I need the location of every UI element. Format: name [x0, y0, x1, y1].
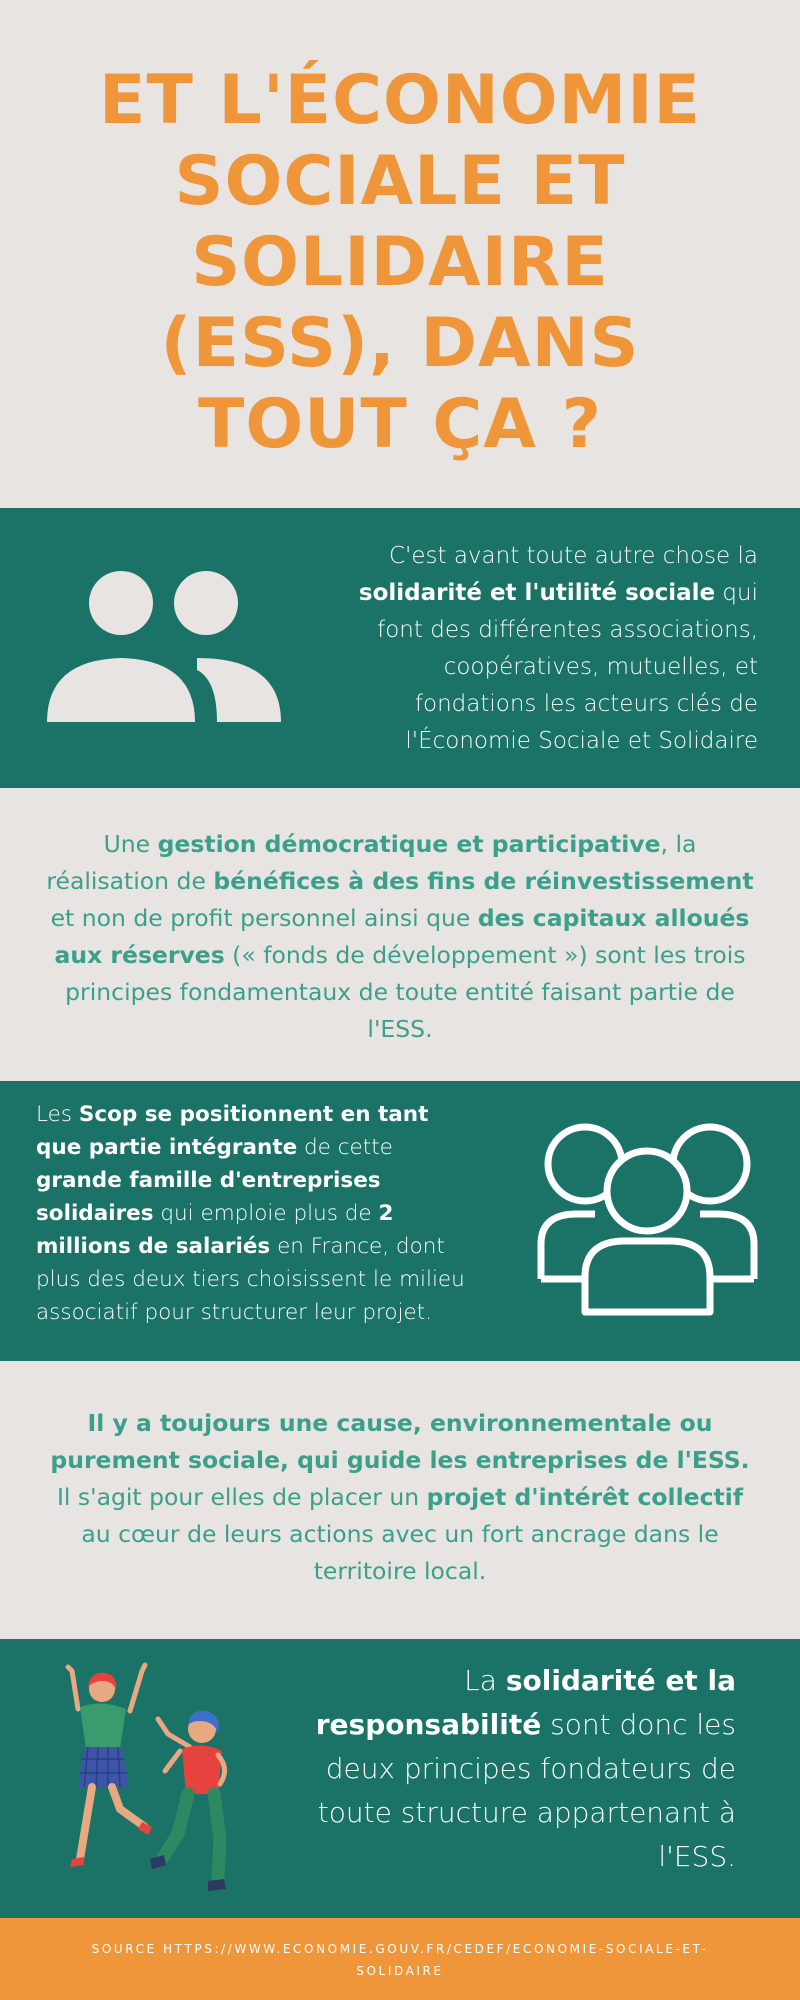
title-section	[0, 0, 800, 508]
page-title: ET L'ÉCONOMIE SOCIALE ET SOLIDAIRE (ESS), DANS TOUT ÇA ?	[99, 61, 701, 464]
section4-text: Il y a toujours une cause, environnementale ou purement sociale, qui guide les entreprises de l'ESS. Il s'agit pour elles de placer un projet d'intérêt collectif au cœur de leurs actions avec un fort ancrage dans le territoire local.	[50, 1409, 750, 1585]
section-principles	[0, 788, 800, 1081]
group-icon	[535, 1119, 760, 1319]
source-link[interactable]: SOURCE HTTPS://WWW.ECONOMIE.GOUV.FR/CEDEF/ECONOMIE-SOCIALE-ET-SOLIDAIRE	[91, 1942, 709, 1978]
woman-figure	[68, 1665, 152, 1867]
footer	[0, 1918, 800, 2000]
users-icon	[45, 570, 285, 730]
man-figure	[150, 1711, 226, 1891]
section-cause	[0, 1361, 800, 1639]
section-scop	[0, 1081, 800, 1361]
section-solidarity	[0, 508, 800, 788]
dancing-people-illustration	[50, 1659, 265, 1904]
section1-text: C'est avant toute autre chose la solidarité et l'utilité sociale qui font des différentes associations, coopératives, mutuelles, et fondations les acteurs clés de l'Économie Sociale et Solidaire	[358, 543, 758, 754]
section2-text: Une gestion démocratique et participative, la réalisation de bénéfices à des fins de réinvestissement et non de profit personnel ainsi que des capitaux alloués aux réserves (« fonds de développement ») sont les trois principes fondamentaux de toute entité faisant partie de l'ESS.	[46, 830, 754, 1043]
section-conclusion	[0, 1639, 800, 1918]
section5-text: La solidarité et la responsabilité sont donc les deux principes fondateurs de toute structure appartenant à l'ESS.	[315, 1664, 736, 1873]
section3-text: Les Scop se positionnent en tant que partie intégrante de cette grande famille d'entreprises solidaires qui emploie plus de 2 millions de salariés en France, dont plus des deux tiers choisissent le milieu associatif pour structurer leur projet.	[36, 1102, 465, 1325]
